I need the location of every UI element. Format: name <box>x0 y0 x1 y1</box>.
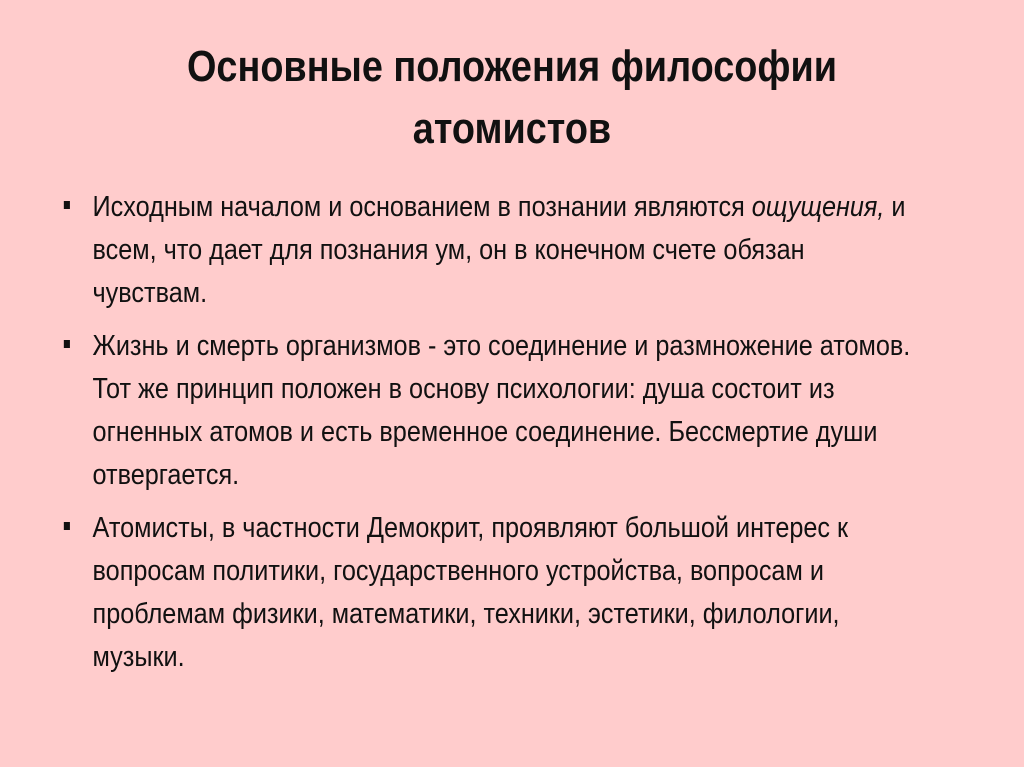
slide-title-line-1: Основные положения философии <box>186 42 838 91</box>
bullet-1-text-start: Исходным началом и основанием в познании являются <box>92 191 752 223</box>
bullet-1-emphasis: ощущения, <box>751 191 885 223</box>
bullet-2-text: Жизнь и смерть организмов - это соединение и размножение атомов. Тот же принцип положен в основу психологии: душа состоит из огненных атомов и есть временное соединение. Бессмертие души отвергается. <box>92 330 911 491</box>
bullet-1-text-end: и всем, что дает для познания ум, он в конечном счете обязан чувствам. <box>92 191 906 309</box>
bullet-3-text: Атомисты, в частности Демокрит, проявляют большой интерес к вопросам политики, государственного устройства, вопросам и проблемам физики, математики, техники, эстетики, филологии, музыки. <box>92 512 849 673</box>
square-bullet-icon <box>64 340 70 348</box>
square-bullet-icon <box>64 522 70 530</box>
slide-title <box>72 36 953 160</box>
bullet-list <box>56 186 926 689</box>
bullet-1-text <box>93 191 906 309</box>
square-bullet-icon <box>64 201 70 209</box>
bullet-item-2 <box>56 325 926 497</box>
slide-title-line-2: атомистов <box>412 104 612 153</box>
bullet-item-1 <box>56 186 926 315</box>
bullet-item-3 <box>56 507 926 679</box>
